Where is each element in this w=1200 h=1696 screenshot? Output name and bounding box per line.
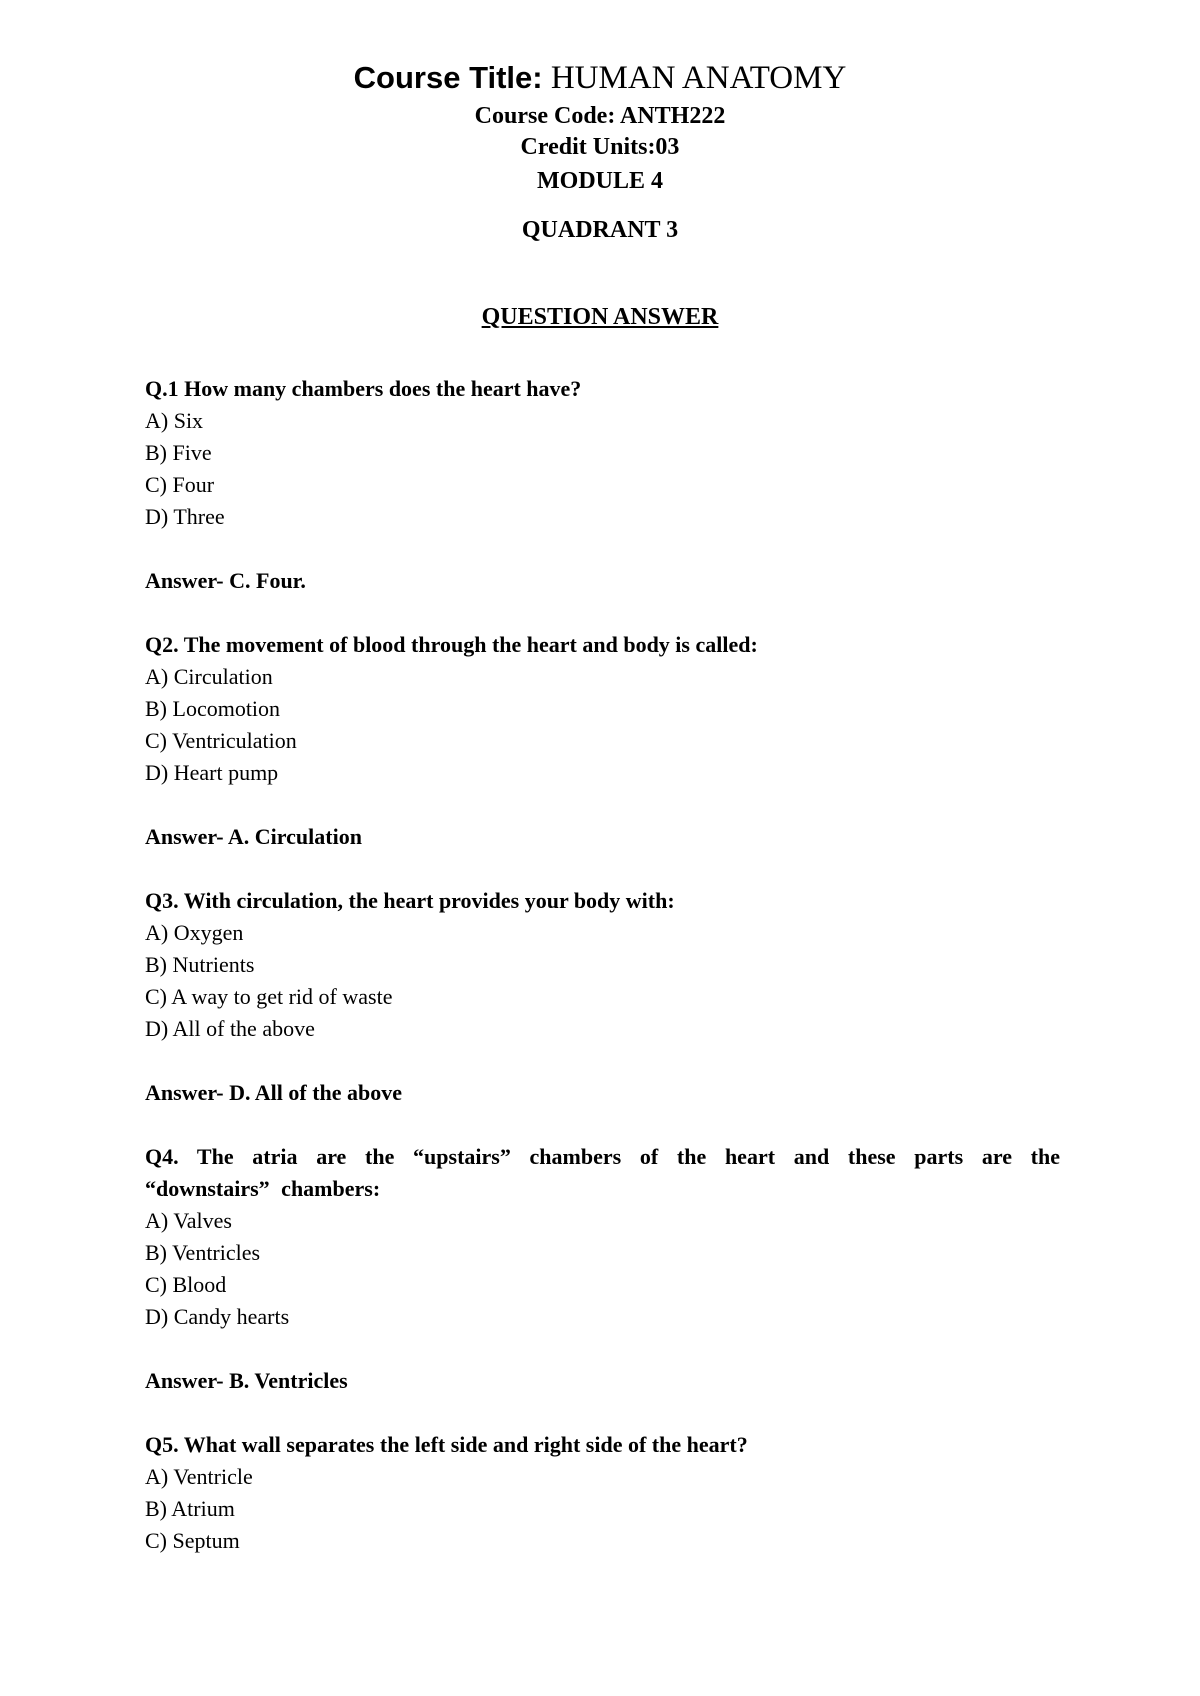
option-item: D) Candy hearts bbox=[145, 1304, 290, 1329]
option-item: A) Valves bbox=[145, 1208, 232, 1233]
answer-text: Answer- A. Circulation bbox=[145, 824, 362, 849]
option-list bbox=[145, 1461, 1060, 1557]
option-item: C) Four bbox=[145, 472, 215, 497]
question-block bbox=[145, 629, 1060, 853]
module-label: MODULE 4 bbox=[537, 168, 663, 194]
option-list bbox=[145, 661, 1060, 789]
option-item: A) Circulation bbox=[145, 664, 273, 689]
question-block bbox=[145, 1429, 1060, 1557]
option-list bbox=[145, 917, 1060, 1045]
option-item: A) Ventricle bbox=[145, 1464, 253, 1489]
question-text: Q3. With circulation, the heart provides your body with: bbox=[145, 888, 675, 913]
course-code: Course Code: ANTH222 bbox=[474, 103, 726, 129]
answer-text: Answer- D. All of the above bbox=[145, 1080, 403, 1105]
question-text: Q2. The movement of blood through the heart and body is called: bbox=[145, 632, 758, 657]
quadrant-label: QUADRANT 3 bbox=[521, 217, 679, 243]
question-text: Q.1 How many chambers does the heart have? bbox=[145, 376, 582, 401]
option-item: C) Blood bbox=[145, 1272, 227, 1297]
question-block bbox=[145, 1141, 1060, 1397]
question-text: Q5. What wall separates the left side and right side of the heart? bbox=[145, 1432, 748, 1457]
option-item: C) A way to get rid of waste bbox=[145, 984, 393, 1009]
option-list bbox=[145, 405, 1060, 533]
course-title bbox=[0, 58, 1200, 98]
question-list bbox=[145, 373, 1060, 1589]
option-item: C) Septum bbox=[145, 1528, 240, 1553]
option-item: C) Ventriculation bbox=[145, 728, 297, 753]
option-item: B) Five bbox=[145, 440, 212, 465]
course-title-label: Course Title: bbox=[353, 60, 543, 95]
option-item: B) Nutrients bbox=[145, 952, 255, 977]
option-list bbox=[145, 1205, 1060, 1333]
option-item: B) Atrium bbox=[145, 1496, 235, 1521]
option-item: B) Locomotion bbox=[145, 696, 281, 721]
credit-units: Credit Units:03 bbox=[520, 134, 680, 160]
section-heading: QUESTION ANSWER bbox=[481, 304, 719, 330]
option-item: A) Oxygen bbox=[145, 920, 244, 945]
question-block bbox=[145, 373, 1060, 597]
answer-text: Answer- C. Four. bbox=[145, 568, 306, 593]
option-item: D) Three bbox=[145, 504, 225, 529]
option-item: B) Ventricles bbox=[145, 1240, 261, 1265]
question-block bbox=[145, 885, 1060, 1109]
option-item: D) Heart pump bbox=[145, 760, 279, 785]
option-item: A) Six bbox=[145, 408, 204, 433]
course-title-value: HUMAN ANATOMY bbox=[542, 60, 847, 96]
answer-text: Answer- B. Ventricles bbox=[145, 1368, 348, 1393]
question-text: Q4. The atria are the “upstairs” chambers of the heart and these parts are the “downstairs” chambers: bbox=[145, 1144, 1060, 1201]
option-item: D) All of the above bbox=[145, 1016, 315, 1041]
